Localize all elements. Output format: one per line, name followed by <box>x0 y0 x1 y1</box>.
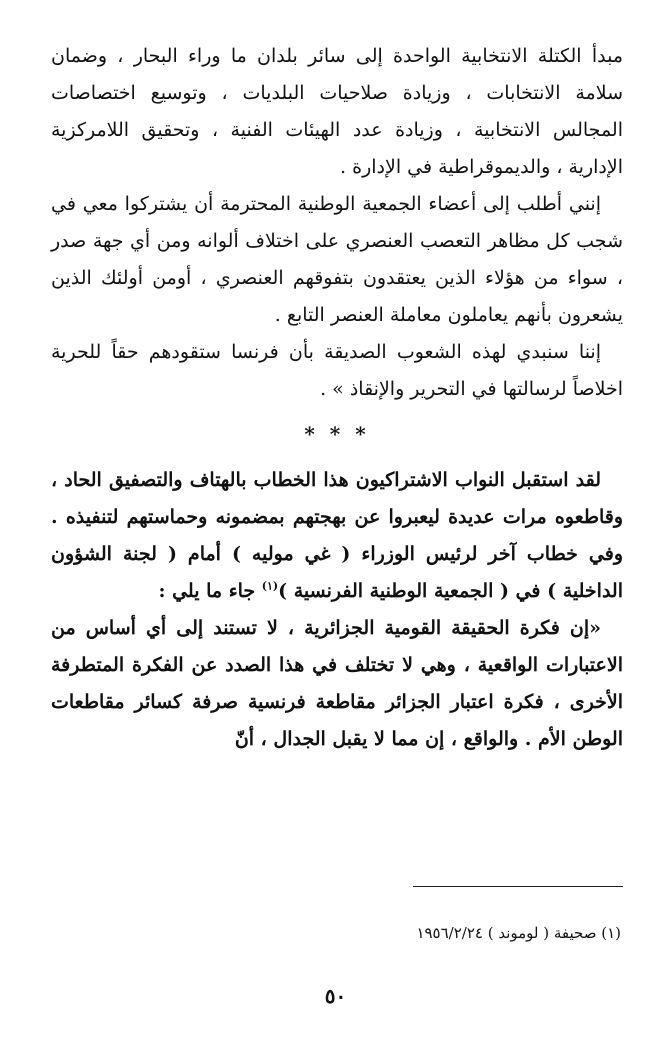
section-separator: * * * <box>304 422 370 446</box>
paragraph-4-tail: جاء ما يلي : <box>158 580 262 602</box>
page-body <box>51 38 623 758</box>
paragraph-3: إننا سنبدي لهذه الشعوب الصديقة بأن فرنسا ستقودهم حقاً للحرية اخلاصاً لرسالتها في التحرير والإنقاذ » . <box>51 341 623 400</box>
quoted-speech-section <box>51 38 623 408</box>
footnote: (١) صحيفة ( لوموند ) ١٩٥٦/٢/٢٤ <box>416 924 621 942</box>
paragraph-2: إنني أطلب إلى أعضاء الجمعية الوطنية المحترمة أن يشتركوا معي في شجب كل مظاهر التعصب العنصري على اختلاف ألوانه ومن أي جهة صدر ، سواء من هؤلاء الذين يعتقدون بتفوقهم العنصري ، أومن أولئك الذين يشعرون بأنهم يعاملون معاملة العنصر التابع . <box>51 193 623 326</box>
page-number: ٥٠ <box>324 984 347 1008</box>
paragraph-4-text: لقد استقبل النواب الاشتراكيون هذا الخطاب بالهتاف والتصفيق الحاد ، وقاطعوه مرات عديدة ليعبروا عن بهجتهم بمضمونه وحماستهم لتنفيذه . وفي خطاب آخر لرئيس الوزراء ( غي موليه ) أمام ( لجنة الشؤون الداخلية ) في ( الجمعية الوطنية الفرنسية ) <box>51 469 623 602</box>
paragraph-4 <box>51 462 623 610</box>
paragraph-1: مبدأ الكتلة الانتخابية الواحدة إلى سائر بلدان ما وراء البحار ، وضمان سلامة الانتخابات ، وزيادة صلاحيات البلديات ، وتوسيع اختصاصات المجالس الانتخابية ، وزيادة عدد الهيئات الفنية ، وتحقيق اللامركزية الإدارية ، والديموقراطية في الإدارة . <box>51 45 623 178</box>
footnote-divider <box>413 886 623 887</box>
footnote-marker[interactable]: (١) <box>261 579 279 593</box>
paragraph-5: «إن فكرة الحقيقة القومية الجزائرية ، لا تستند إلى أي أساس من الاعتبارات الواقعية ، وهي لا تختلف في هذا الصدد عن الفكرة المتطرفة الأخرى ، فكرة اعتبار الجزائر مقاطعة فرنسية صرفة كسائر مقاطعات الوطن الأم . والواقع ، إن مما لا يقبل الجدال ، أنّ <box>51 617 623 750</box>
